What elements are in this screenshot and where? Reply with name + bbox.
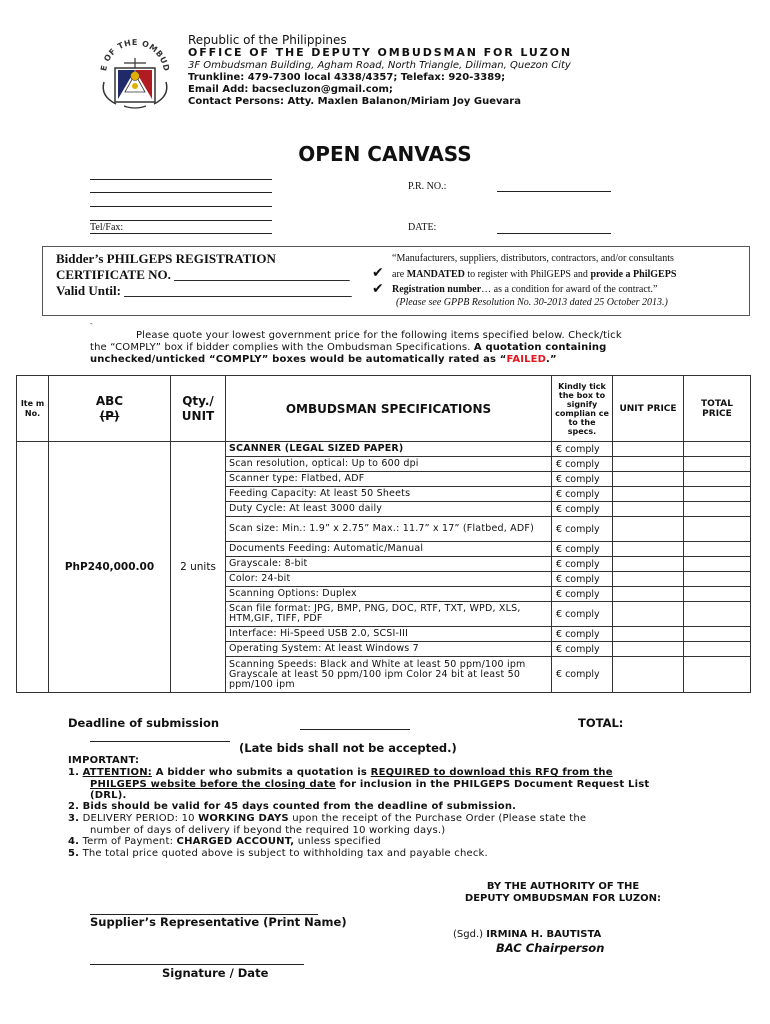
important-item-1-cont: PHILGEPS website before the closing date for inclusion in the PHILGEPS Document Request List xyxy=(90,779,650,790)
signature-line[interactable] xyxy=(90,964,304,965)
important-heading: IMPORTANT: xyxy=(68,755,140,766)
checkmark-icon: ✔ xyxy=(372,265,384,281)
total-price-header: TOTAL PRICE xyxy=(684,376,751,442)
unit-price-cell[interactable] xyxy=(613,557,684,572)
spec-header: OMBUDSMAN SPECIFICATIONS xyxy=(226,376,552,442)
philgeps-note-4: (Please see GPPB Resolution No. 30-2013 dated 25 October 2013.) xyxy=(396,297,668,308)
telfax-label: Tel/Fax: xyxy=(90,222,124,233)
spec-cell: Scanner type: Flatbed, ADF xyxy=(226,472,552,487)
late-bids-note: (Late bids shall not be accepted.) xyxy=(239,741,457,755)
comply-checkbox[interactable]: € comply xyxy=(552,502,613,517)
important-item-1: 1. ATTENTION: A bidder who submits a quotation is REQUIRED to download this RFQ from the xyxy=(68,767,613,778)
spec-cell: Grayscale: 8-bit xyxy=(226,557,552,572)
pr-no-label: P.R. NO.: xyxy=(408,181,447,192)
comply-checkbox[interactable]: € comply xyxy=(552,642,613,657)
total-price-cell[interactable] xyxy=(684,587,751,602)
comply-header: Kindly tick the box to signify complian ce to the specs. xyxy=(552,376,613,442)
trunkline: Trunkline: 479-7300 local 4338/4357; Telefax: 920-3389; xyxy=(188,72,506,83)
comply-checkbox[interactable]: € comply xyxy=(552,442,613,457)
seal-logo-icon xyxy=(94,30,176,112)
important-item-3-cont: number of days of delivery if beyond the required 10 working days.) xyxy=(90,825,446,836)
ombudsman-seal xyxy=(94,30,176,112)
comply-checkbox[interactable]: € comply xyxy=(552,457,613,472)
authority-line-2: DEPUTY OMBUDSMAN FOR LUZON: xyxy=(464,893,662,904)
date-line[interactable] xyxy=(497,233,611,234)
abc-header: ABC (P) xyxy=(49,376,171,442)
unit-price-header: UNIT PRICE xyxy=(613,376,684,442)
unit-price-cell[interactable] xyxy=(613,472,684,487)
comply-checkbox[interactable]: € comply xyxy=(552,587,613,602)
philgeps-note-1: “Manufacturers, suppliers, distributors, contractors, and/or consultants xyxy=(392,253,674,264)
unit-price-cell[interactable] xyxy=(613,657,684,693)
address-line-1[interactable] xyxy=(90,179,272,180)
total-price-cell[interactable] xyxy=(684,502,751,517)
chairperson-title: BAC Chairperson xyxy=(496,941,605,955)
chairperson-name: (Sgd.) IRMINA H. BAUTISTA xyxy=(453,929,602,940)
total-price-cell[interactable] xyxy=(684,472,751,487)
unit-price-cell[interactable] xyxy=(613,487,684,502)
item-no-header: Ite m No. xyxy=(17,376,49,442)
item-no-cell xyxy=(17,442,49,693)
telfax-line[interactable] xyxy=(90,233,272,234)
important-item-3: 3. DELIVERY PERIOD: 10 WORKING DAYS upon the receipt of the Purchase Order (Please state the xyxy=(68,813,587,824)
spec-cell: Feeding Capacity: At least 50 Sheets xyxy=(226,487,552,502)
svg-text:OFFICE OF THE OMBUDSMAN xyxy=(94,30,171,72)
unit-price-cell[interactable] xyxy=(613,457,684,472)
unit-price-cell[interactable] xyxy=(613,627,684,642)
spec-cell: Duty Cycle: At least 3000 daily xyxy=(226,502,552,517)
contact-persons: Contact Persons: Atty. Maxlen Balanon/Miriam Joy Guevara xyxy=(188,96,521,107)
comply-checkbox[interactable]: € comply xyxy=(552,472,613,487)
philgeps-note-2: are MANDATED to register with PhilGEPS and provide a PhilGEPS xyxy=(392,269,677,280)
spec-cell: Documents Feeding: Automatic/Manual xyxy=(226,542,552,557)
specifications-table xyxy=(16,375,751,693)
seal-text: E OF THE OMBUD xyxy=(99,37,172,73)
comply-checkbox[interactable]: € comply xyxy=(552,517,613,542)
spec-cell: Scanning Speeds: Black and White at least 50 ppm/100 ipm Grayscale at least 50 ppm/100 ipm Color 24 bit at least 50 ppm/100 ipm xyxy=(226,657,552,693)
address-line-2[interactable] xyxy=(90,192,272,193)
instruction-line-3: unchecked/unticked “COMPLY” boxes would be automatically rated as “FAILED.” xyxy=(90,354,557,365)
total-price-cell[interactable] xyxy=(684,557,751,572)
spec-cell: Interface: Hi-Speed USB 2.0, SCSI-III xyxy=(226,627,552,642)
total-price-cell[interactable] xyxy=(684,457,751,472)
total-price-cell[interactable] xyxy=(684,572,751,587)
deadline-line-2[interactable] xyxy=(90,741,230,742)
unit-price-cell[interactable] xyxy=(613,587,684,602)
spec-cell: Color: 24-bit xyxy=(226,572,552,587)
unit-price-cell[interactable] xyxy=(613,542,684,557)
philgeps-cert-no[interactable]: CERTIFICATE NO. ___________________________ xyxy=(56,267,350,282)
comply-checkbox[interactable]: € comply xyxy=(552,657,613,693)
qty-value: 2 units xyxy=(171,442,226,693)
spec-cell: Scanning Options: Duplex xyxy=(226,587,552,602)
page-title: OPEN CANVASS xyxy=(298,142,472,166)
checkmark-icon: ✔ xyxy=(372,281,384,297)
unit-price-cell[interactable] xyxy=(613,602,684,627)
instruction-dash: - xyxy=(90,320,93,328)
email-address: Email Add: bacsecluzon@gmail.com; xyxy=(188,84,393,95)
important-item-1-drl: (DRL). xyxy=(90,790,127,801)
republic-line: Republic of the Philippines xyxy=(188,33,347,47)
date-label: DATE: xyxy=(408,222,437,233)
failed-label: FAILED xyxy=(506,354,547,365)
unit-price-cell[interactable] xyxy=(613,502,684,517)
important-item-5: 5. The total price quoted above is subject to withholding tax and payable check. xyxy=(68,848,488,859)
pr-no-line[interactable] xyxy=(497,191,611,192)
comply-checkbox[interactable]: € comply xyxy=(552,542,613,557)
spec-cell: Scan file format: JPG, BMP, PNG, DOC, RTF, TXT, WPD, XLS, HTM,GIF, TIFF, PDF xyxy=(226,602,552,627)
office-address: 3F Ombudsman Building, Agham Road, North Triangle, Diliman, Quezon City xyxy=(188,60,571,71)
spec-cell: Operating System: At least Windows 7 xyxy=(226,642,552,657)
deadline-label: Deadline of submission xyxy=(68,716,220,730)
philgeps-line-1: Bidder’s PHILGEPS REGISTRATION xyxy=(56,251,276,266)
unit-price-cell[interactable] xyxy=(613,572,684,587)
philgeps-valid-until[interactable]: Valid Until: ___________________________________ xyxy=(56,283,352,298)
address-line-3[interactable] xyxy=(90,206,272,207)
instruction-line-2: the “COMPLY” box if bidder complies with the Ombudsman Specifications. A quotation containing xyxy=(90,342,607,353)
important-item-4: 4. Term of Payment: CHARGED ACCOUNT, unless specified xyxy=(68,836,381,847)
philgeps-note-3: Registration number… as a condition for award of the contract.” xyxy=(392,284,658,295)
abc-value: PhP240,000.00 xyxy=(49,442,171,693)
table-header-row xyxy=(17,376,751,442)
total-price-cell[interactable] xyxy=(684,642,751,657)
unit-price-cell[interactable] xyxy=(613,642,684,657)
deadline-line[interactable] xyxy=(300,729,410,730)
comply-checkbox[interactable]: € comply xyxy=(552,557,613,572)
spec-cell: Scan resolution, optical: Up to 600 dpi xyxy=(226,457,552,472)
spec-cell: Scan size: Min.: 1.9” x 2.75” Max.: 11.7” x 17” (Flatbed, ADF) xyxy=(226,517,552,542)
total-price-cell[interactable] xyxy=(684,487,751,502)
comply-checkbox[interactable]: € comply xyxy=(552,627,613,642)
comply-checkbox[interactable]: € comply xyxy=(552,487,613,502)
comply-checkbox[interactable]: € comply xyxy=(552,572,613,587)
authority-line-1: BY THE AUTHORITY OF THE xyxy=(486,881,640,892)
important-item-2: 2. Bids should be valid for 45 days counted from the deadline of submission. xyxy=(68,801,517,812)
total-price-cell[interactable] xyxy=(684,542,751,557)
total-price-cell[interactable] xyxy=(684,442,751,457)
office-name: OFFICE OF THE DEPUTY OMBUDSMAN FOR LUZON xyxy=(188,46,572,59)
total-price-cell[interactable] xyxy=(684,627,751,642)
unit-price-cell[interactable] xyxy=(613,442,684,457)
supplier-rep-label: Supplier’s Representative (Print Name) xyxy=(90,915,347,929)
comply-checkbox[interactable]: € comply xyxy=(552,602,613,627)
total-price-cell[interactable] xyxy=(684,657,751,693)
total-price-cell[interactable] xyxy=(684,517,751,542)
signature-date-label: Signature / Date xyxy=(162,966,269,980)
table-row xyxy=(17,442,751,457)
qty-header: Qty./ UNIT xyxy=(171,376,226,442)
instruction-line-1: Please quote your lowest government price for the following items specified below. Check/tick xyxy=(136,330,622,341)
unit-price-cell[interactable] xyxy=(613,517,684,542)
total-price-cell[interactable] xyxy=(684,602,751,627)
total-label: TOTAL: xyxy=(578,716,624,730)
spec-cell: SCANNER (LEGAL SIZED PAPER) xyxy=(226,442,552,457)
address-line-4[interactable] xyxy=(90,220,272,221)
